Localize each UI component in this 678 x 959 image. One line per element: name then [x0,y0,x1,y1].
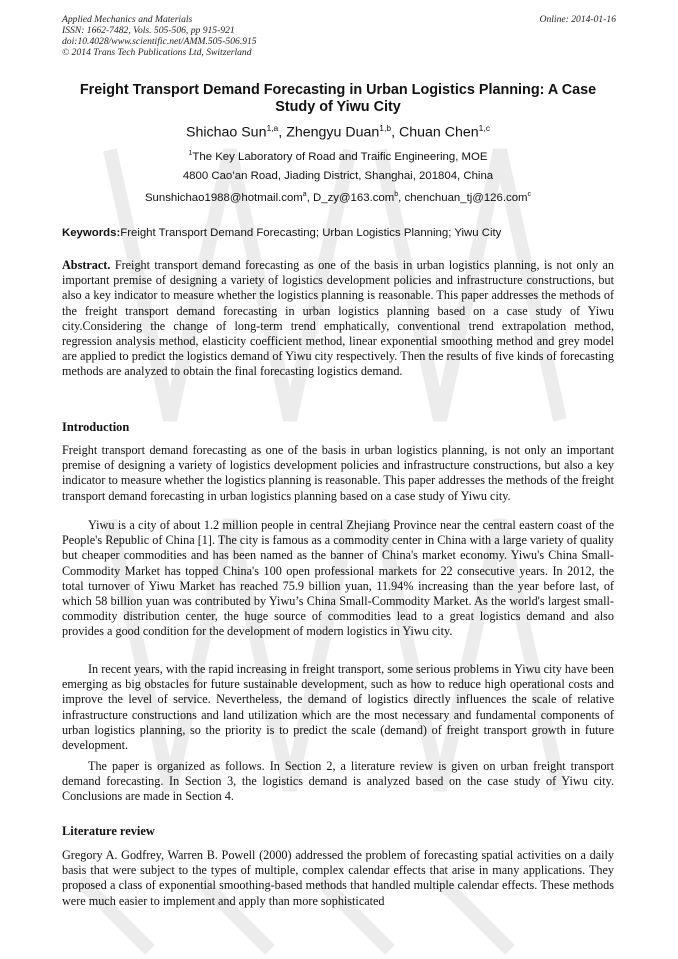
section-heading-literature: Literature review [62,824,155,838]
email-sup: a [302,191,307,198]
email-sup: b [394,191,399,198]
issn: ISSN: 1662-7482, Vols. 505-506, pp 915-921 [62,25,235,36]
intro-paragraph-1: Freight transport demand forecasting as one of the basis in urban logistics planning, is not only an important premise of designing a variety of logistics development policies and infrastructure constructions, but also a key indicator to measure whether the logistics planning is reasonable. This paper addresses the methods of the freight transport demand forecasting in urban logistics planning based on a case study of Yiwu city. [62,443,614,503]
keywords-label: Keywords: [62,227,121,239]
keywords [62,227,614,239]
author-name: Zhengyu Duan [286,124,380,141]
online-date: Online: 2014-01-16 [539,14,616,25]
intro-paragraph-2 [62,518,614,640]
affiliation-address: 4800 Cao’an Road, Jiading District, Shanghai, 201804, China [182,170,494,182]
affiliation-lab [62,150,614,163]
author-name: Shichao Sun [186,124,267,141]
literature-paragraph-1: Gregory A. Godfrey, Warren B. Powell (2000) addressed the problem of forecasting spatial activities on a daily basis that were subject to the types of multiple, complex calendar effects that arise in many applications. They proposed a class of exponential smoothing-based methods that handled multiple calendar effects. These methods were much easier to implement and apply than more sophisticated [62,848,614,908]
intro-paragraph-4-text: The paper is organized as follows. In Section 2, a literature review is given on urban freight transport demand forecasting. In Section 3, the logistics demand is analyzed based on the case study of Yiwu city. Conclusions are made in Section 4. [62,759,614,804]
intro-paragraph-3 [62,662,614,753]
section-heading-introduction: Introduction [62,420,130,434]
email: D_zy@163.com [313,191,395,204]
abstract-text: Freight transport demand forecasting as one of the basis in urban logistics planning, is not only an important premise of designing a variety of logistics development policies and infrastructure constructions, but also a key indicator to measure whether the logistics planning is reasonable. This paper addresses the methods of the freight transport demand forecasting in urban logistics planning based on a case study of Yiwu city.Considering the change of long-term trend emphatically, conventional trend extrapolation method, regression analysis method, elasticity coefficient method, linear exponential smoothing method and grey model are applied to predict the logistics demand of Yiwu city respectively. Then the results of five kinds of forecasting methods are analyzed to obtain the final forecasting logistics demand. [62,258,615,379]
doi: doi:10.4028/www.scientific.net/AMM.505-506.915 [62,36,257,47]
copyright: © 2014 Trans Tech Publications Ltd, Switzerland [62,47,252,58]
affiliation-sup: 1 [188,150,193,157]
keywords-text: Freight Transport Demand Forecasting; Urban Logistics Planning; Yiwu City [120,227,502,239]
author-sup: 1,c [478,123,490,133]
author-name: Chuan Chen [398,124,479,141]
author-sup: 1,a [266,123,279,133]
intro-paragraph-2-text: Yiwu is a city of about 1.2 million people in central Zhejiang Province near the central eastern coast of the People's Republic of China [1]. The city is famous as a commodity center in China with a large variety of quality but cheaper commodities and has been named as the banner of China's market economy. Yiwu's China Small-Commodity Market has topped China's 100 open professional markets for 22 consecutive years. In 2012, the total turnover of Yiwu Market has reached 75.9 billion yuan, 11.94% increasing than the year before last, of which 58 billion yuan was contributed by Yiwu’s China Small-Commodity Market. As the world's largest small-commodity distribution center, the huge source of commodities lead to a great logistics demand and also provides a good condition for the development of modern logistics in Yiwu city. [62,518,614,639]
intro-paragraph-3-text: In recent years, with the rapid increasing in freight transport, some serious problems in Yiwu city have been emerging as big obstacles for future sustainable development, such as how to reduce high operational costs and improve the level of service. Nevertheless, the demand of logistics directly influences the scale of relative infrastructure constructions and land utilization which are the most necessary and fundamental components of urban logistics planning, so the priority is to predict the scale (demand) of freight transport growth in future development. [62,662,614,753]
abstract [62,258,614,380]
email-sup: c [527,191,532,198]
author-emails: Sunshichao1988@hotmail.com$^a$, D_zy@163.com$^b$, chenchuan_tj@126.com$^c$ [144,191,532,204]
author-list: Shichao Sun$^{1,a}$, Zhengyu Duan$^{1,b}$, Chuan Chen$^{1,c}$ [186,123,490,141]
author-sup: 1,b [379,123,392,133]
paper-title: Freight Transport Demand Forecasting in Urban Logistics Planning: A Case Study of Yiwu City [79,82,597,115]
email: Sunshichao1988@hotmail.com [144,191,303,204]
intro-paragraph-4 [62,759,614,805]
journal-name: Applied Mechanics and Materials [62,14,193,25]
email: chenchuan_tj@126.com [404,191,528,204]
abstract-label: Abstract. [62,258,111,272]
lab-name: The Key Laboratory of Road and Traific Engineering, MOE [192,150,488,163]
journal-header [62,14,257,58]
